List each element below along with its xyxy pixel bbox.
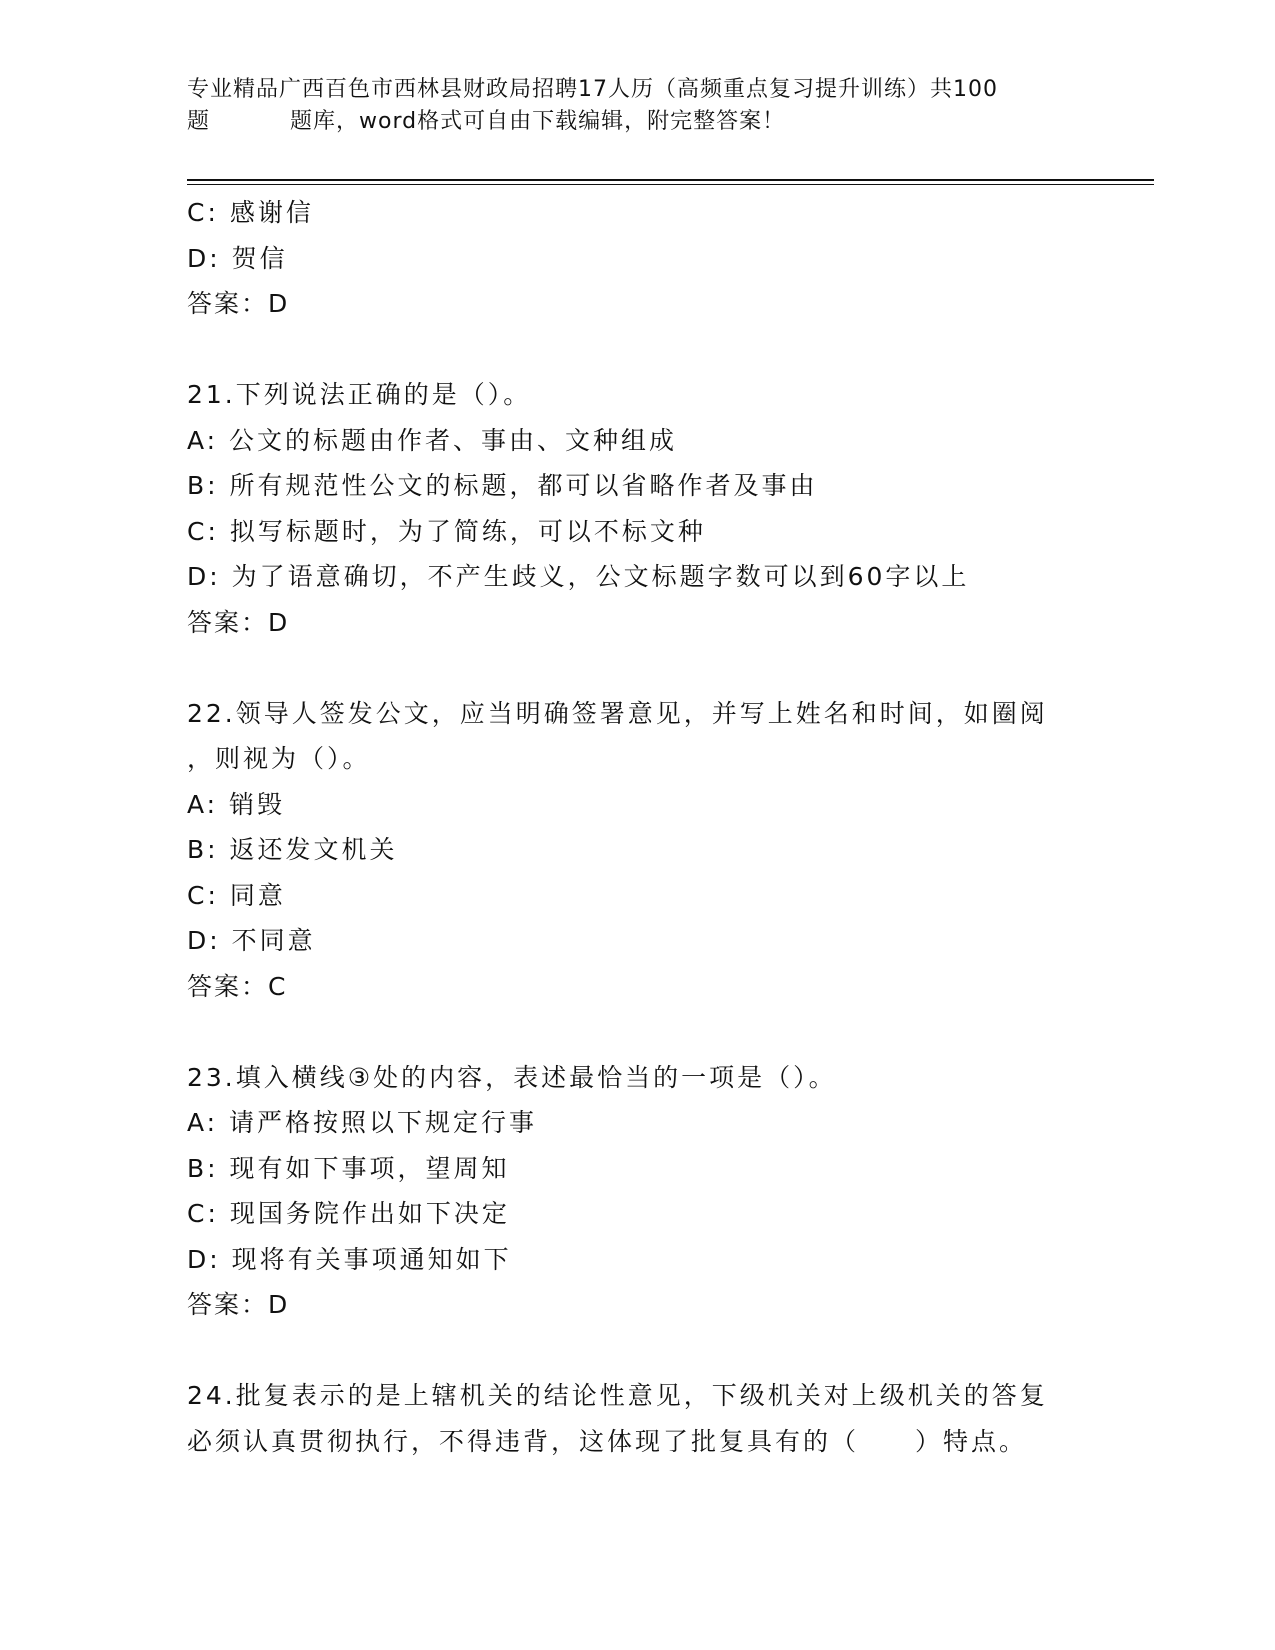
option-c: C: 现国务院作出如下决定: [187, 1199, 510, 1228]
document-body: [187, 190, 1087, 1464]
header-line-2: [187, 106, 1087, 138]
answer: 答案：C: [187, 971, 288, 1001]
option-b: B: 所有规范性公文的标题，都可以省略作者及事由: [187, 471, 818, 500]
option-b: B: 现有如下事项，望周知: [187, 1153, 510, 1183]
option-d: D: 不同意: [187, 926, 316, 955]
option-c: C: 拟写标题时，为了简练，可以不标文种: [187, 516, 706, 546]
option-d: D: 现将有关事项通知如下: [187, 1244, 512, 1274]
option-b: B: 返还发文机关: [187, 835, 398, 864]
question-stem: 23.填入横线③处的内容，表述最恰当的一项是（）。: [187, 1062, 837, 1092]
option-a: A: 销毁: [187, 789, 286, 819]
header-rule-thin: [187, 184, 1154, 185]
header-line-2-text: 题库，word格式可自由下载编辑，附完整答案！: [290, 109, 786, 134]
header-line-1: 专业精品广西百色市西林县财政局招聘17人历（高频重点复习提升训练）共100: [187, 77, 998, 102]
question-stem-cont: ，则视为（）。: [187, 744, 371, 773]
header-line-2-prefix: 题: [187, 109, 211, 134]
question-24: [187, 1373, 1087, 1464]
question-21: [187, 372, 1087, 645]
option-c: C: 感谢信: [187, 198, 314, 227]
question-stem: 21.下列说法正确的是（）。: [187, 380, 532, 409]
question-22: [187, 691, 1087, 1010]
option-c: C: 同意: [187, 880, 286, 910]
option-d: D: 为了语意确切，不产生歧义，公文标题字数可以到60字以上: [187, 562, 970, 591]
question-23: [187, 1055, 1087, 1328]
question-20-tail: [187, 190, 1087, 327]
question-stem-cont: 必须认真贯彻执行，不得违背，这体现了批复具有的（ ）特点。: [187, 1426, 1028, 1456]
header-rule-thick: [187, 179, 1154, 181]
answer: 答案：D: [187, 607, 290, 637]
answer: 答案：D: [187, 1290, 290, 1319]
answer: 答案：D: [187, 289, 290, 318]
option-d: D: 贺信: [187, 243, 288, 273]
question-stem: 24.批复表示的是上辖机关的结论性意见，下级机关对上级机关的答复: [187, 1381, 1048, 1410]
option-a: A: 请严格按照以下规定行事: [187, 1108, 538, 1137]
question-stem: 22.领导人签发公文，应当明确签署意见，并写上姓名和时间，如圈阅: [187, 698, 1048, 728]
page-header: [187, 74, 1087, 138]
option-a: A: 公文的标题由作者、事由、文种组成: [187, 425, 678, 455]
